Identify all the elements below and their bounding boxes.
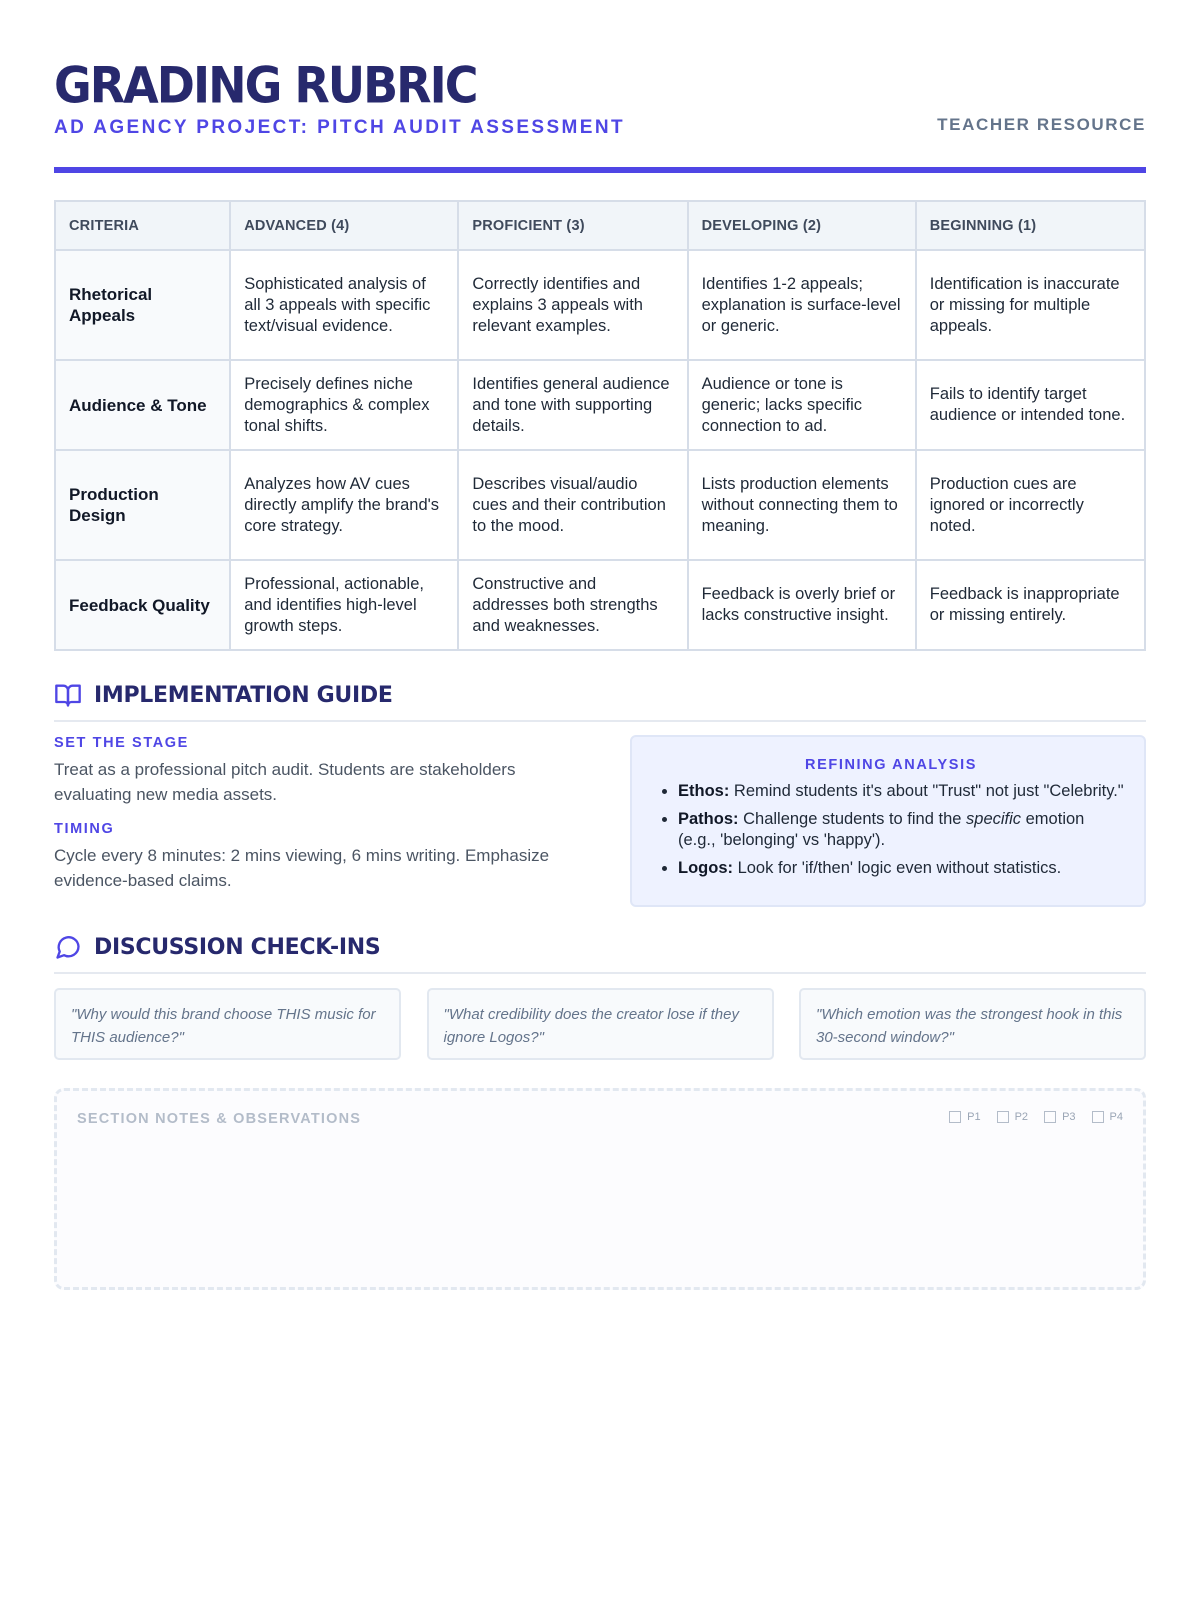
guide-notes [54, 735, 579, 907]
criteria-cell: Production Design [55, 450, 230, 560]
notes-label: SECTION NOTES & OBSERVATIONS [77, 1111, 362, 1127]
page-header [54, 55, 1146, 173]
period-label: P3 [1062, 1111, 1076, 1123]
speech-bubble-icon [54, 933, 82, 961]
rubric-cell: Lists production elements without connecting them to meaning. [688, 450, 916, 560]
criteria-cell: Audience & Tone [55, 360, 230, 450]
page-title: GRADING RUBRIC [54, 56, 477, 115]
rubric-cell: Feedback is overly brief or lacks constructive insight. [688, 560, 916, 650]
callout-title: REFINING ANALYSIS [805, 757, 977, 773]
column-header-advanced: ADVANCED (4) [230, 201, 458, 250]
page-subtitle: AD AGENCY PROJECT: PITCH AUDIT ASSESSMENT [54, 117, 625, 138]
rubric-table [54, 200, 1146, 651]
logos-term: Logos: [678, 859, 733, 877]
rubric-header-row [55, 201, 1145, 250]
rubric-cell: Identifies 1-2 appeals; explanation is surface-level or generic. [688, 250, 916, 360]
column-header-proficient: PROFICIENT (3) [458, 201, 687, 250]
discussion-card: "Which emotion was the strongest hook in this 30-second window?" [799, 988, 1146, 1060]
set-the-stage-label: SET THE STAGE [54, 735, 189, 751]
period-checkboxes [949, 1111, 1123, 1123]
timing-label: TIMING [54, 821, 115, 837]
discussion-heading [54, 933, 1146, 974]
rubric-cell: Precisely defines niche demographics & complex tonal shifts. [230, 360, 458, 450]
rubric-cell: Sophisticated analysis of all 3 appeals with specific text/visual evidence. [230, 250, 458, 360]
rubric-cell: Fails to identify target audience or intended tone. [916, 360, 1145, 450]
pathos-term: Pathos: [678, 810, 739, 828]
rubric-cell: Production cues are ignored or incorrectly noted. [916, 450, 1145, 560]
checkbox-icon[interactable] [949, 1111, 961, 1123]
ethos-text: Remind students it's about "Trust" not just "Celebrity." [729, 782, 1124, 800]
implementation-guide-heading [54, 681, 1146, 722]
book-icon [54, 681, 82, 709]
period-label: P1 [967, 1111, 981, 1123]
discussion-prompts [54, 988, 1146, 1060]
implementation-guide [54, 735, 1146, 907]
pathos-text: Challenge students to find the [738, 810, 967, 828]
checkbox-icon[interactable] [1044, 1111, 1056, 1123]
discussion-card: "Why would this brand choose THIS music for THIS audience?" [54, 988, 401, 1060]
list-item [678, 858, 1124, 879]
period-label: P2 [1014, 1111, 1029, 1123]
rubric-cell: Audience or tone is generic; lacks specific connection to ad. [688, 360, 916, 450]
period-checkbox[interactable] [1044, 1111, 1075, 1123]
column-header-beginning: BEGINNING (1) [916, 201, 1145, 250]
checkbox-icon[interactable] [997, 1111, 1009, 1123]
list-item [678, 781, 1124, 802]
table-row [55, 450, 1145, 560]
refining-list [658, 781, 1124, 879]
set-the-stage-text: Treat as a professional pitch audit. Students are stakeholders evaluating new media assets. [54, 760, 516, 804]
section-title: IMPLEMENTATION GUIDE [94, 682, 393, 708]
table-row [55, 360, 1145, 450]
rubric-cell: Constructive and addresses both strengths and weaknesses. [458, 560, 687, 650]
notes-area[interactable] [54, 1088, 1146, 1290]
column-header-criteria: CRITERIA [55, 201, 230, 250]
timing-text: Cycle every 8 minutes: 2 mins viewing, 6 mins writing. Emphasize evidence-based claims. [54, 846, 550, 890]
logos-text: Look for 'if/then' logic even without statistics. [733, 859, 1062, 877]
rubric-cell: Describes visual/audio cues and their contribution to the mood. [458, 450, 687, 560]
rubric-cell: Analyzes how AV cues directly amplify the brand's core strategy. [230, 450, 458, 560]
period-checkbox[interactable] [1092, 1111, 1123, 1123]
rubric-cell: Professional, actionable, and identifies high-level growth steps. [230, 560, 458, 650]
column-header-developing: DEVELOPING (2) [688, 201, 916, 250]
discussion-card: "What credibility does the creator lose if they ignore Logos?" [427, 988, 774, 1060]
list-item [678, 809, 1124, 851]
table-row [55, 560, 1145, 650]
table-row [55, 250, 1145, 360]
rubric-cell: Feedback is inappropriate or missing entirely. [916, 560, 1145, 650]
period-checkbox[interactable] [949, 1111, 980, 1123]
pathos-emphasis: specific [966, 810, 1022, 828]
pathos-text-end: emotion (e.g., 'belonging' vs 'happy'). [678, 810, 1085, 849]
rubric-cell: Correctly identifies and explains 3 appeals with relevant examples. [458, 250, 687, 360]
ethos-term: Ethos: [678, 782, 730, 800]
period-checkbox[interactable] [997, 1111, 1028, 1123]
rubric-cell: Identification is inaccurate or missing for multiple appeals. [916, 250, 1145, 360]
refining-analysis-callout [630, 735, 1146, 907]
criteria-cell: Feedback Quality [55, 560, 230, 650]
criteria-cell: Rhetorical Appeals [55, 250, 230, 360]
period-label: P4 [1109, 1111, 1123, 1123]
checkbox-icon[interactable] [1092, 1111, 1104, 1123]
section-title: DISCUSSION CHECK-INS [94, 934, 381, 960]
rubric-cell: Identifies general audience and tone with supporting details. [458, 360, 687, 450]
resource-label: TEACHER RESOURCE [937, 115, 1146, 134]
